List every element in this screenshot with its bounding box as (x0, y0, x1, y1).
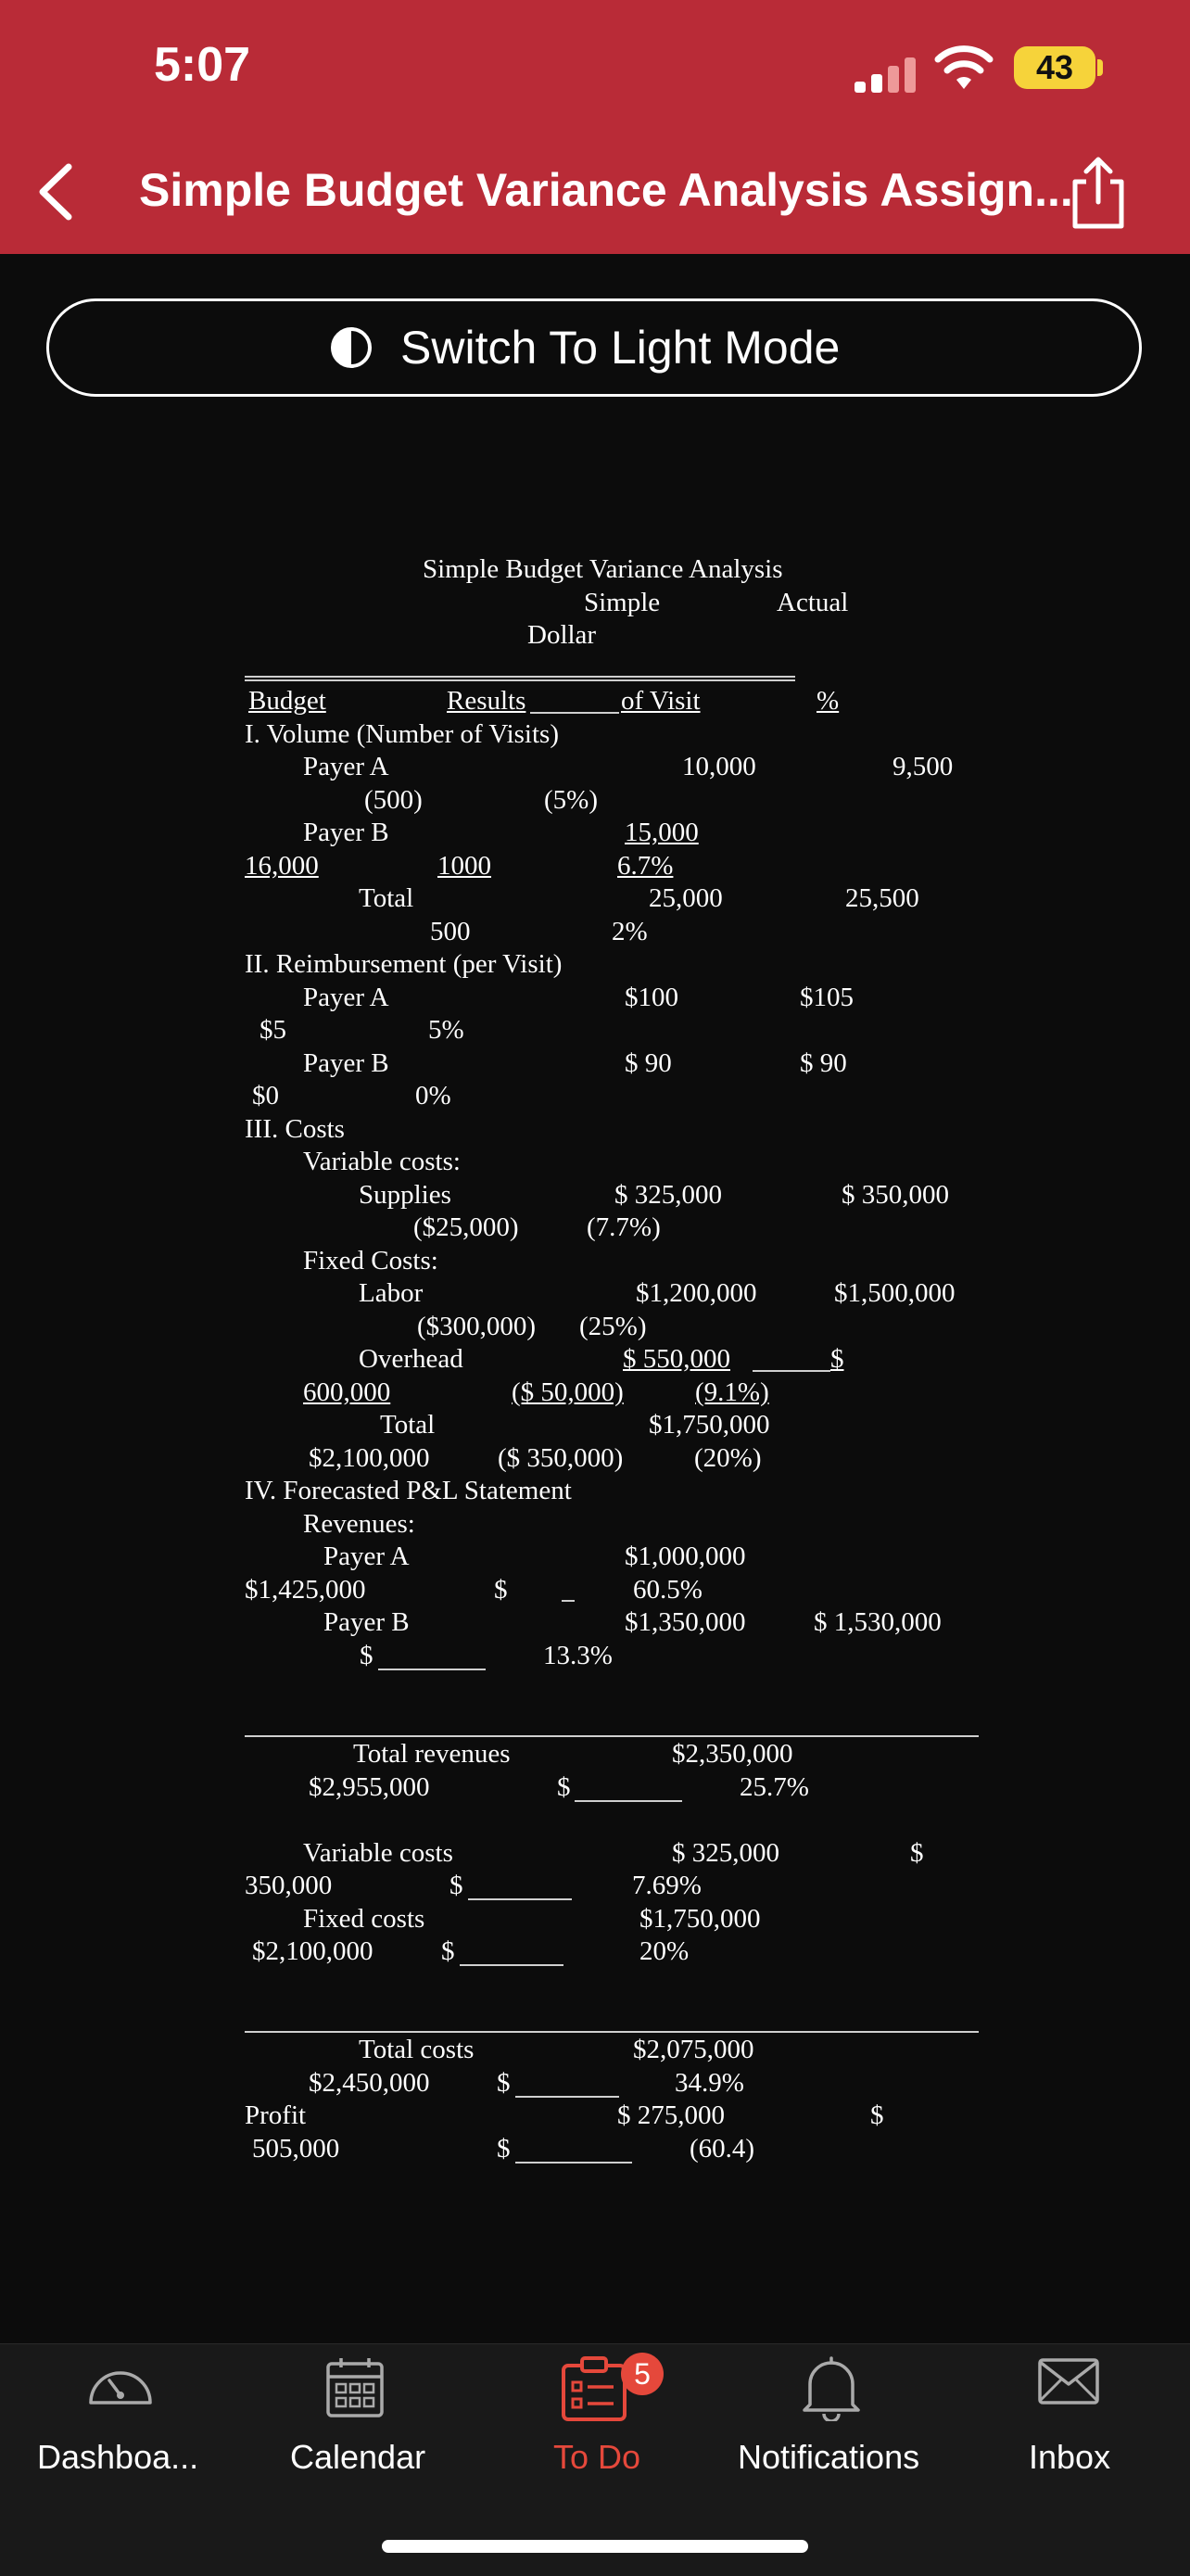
row-label: Revenues: (303, 1509, 415, 1539)
cell: 10,000 (682, 752, 756, 781)
contrast-icon (330, 326, 373, 369)
row-label: Payer B (323, 1607, 410, 1637)
cell: $ 325,000 (672, 1838, 779, 1868)
row-label: Fixed costs (303, 1904, 425, 1934)
row-label: Payer A (303, 752, 389, 781)
cell: ($300,000) (417, 1312, 537, 1341)
section-volume: I. Volume (Number of Visits) (245, 719, 559, 749)
cell: 9,500 (892, 752, 954, 781)
cell: 25,000 (649, 883, 723, 913)
cell: 500 (430, 917, 471, 946)
cell: $ (441, 1936, 455, 1966)
section-reimbursement: II. Reimbursement (per Visit) (245, 949, 563, 979)
inbox-icon (1036, 2354, 1101, 2406)
cell: $100 (625, 983, 678, 1012)
cell: (7.7%) (587, 1212, 661, 1242)
cell: 0% (415, 1081, 451, 1110)
cell: $1,000,000 (625, 1542, 746, 1571)
header-rule-2 (245, 679, 795, 681)
cell: $ 90 (625, 1048, 672, 1078)
cell: $ (497, 2134, 511, 2164)
tab-label-dashboard: Dashboa... (37, 2438, 199, 2476)
section-rule (245, 2031, 979, 2033)
cell: 7.69% (632, 1871, 702, 1900)
cell: $ 275,000 (617, 2100, 725, 2130)
cell: ($ 50,000) (512, 1377, 624, 1407)
cell: 13.3% (543, 1641, 613, 1670)
cell: $ (910, 1838, 924, 1868)
cell: 25,500 (845, 883, 919, 913)
row-label: Total (359, 883, 414, 913)
cell: $2,100,000 (252, 1936, 373, 1966)
blank-line (562, 1600, 575, 1602)
cell: $2,075,000 (633, 2035, 754, 2064)
doc-header-actual: Actual (777, 588, 849, 617)
cell: (9.1%) (695, 1377, 769, 1407)
col-of-visit: of Visit (621, 686, 701, 716)
row-label: Fixed Costs: (303, 1246, 438, 1275)
cell: $ 325,000 (614, 1180, 722, 1210)
row-label: Variable costs (303, 1838, 453, 1868)
cell: $1,500,000 (834, 1278, 956, 1308)
tab-label-notifications: Notifications (738, 2438, 920, 2476)
todo-count-badge: 5 (621, 2353, 664, 2395)
doc-header-simple: Simple (584, 588, 661, 617)
row-label: Overhead (359, 1344, 463, 1374)
cell: $2,350,000 (672, 1739, 793, 1769)
cellular-signal-icon (855, 56, 921, 93)
row-label: Variable costs: (303, 1147, 461, 1176)
header-rule (245, 676, 795, 678)
row-label: Payer A (303, 983, 389, 1012)
bell-icon (799, 2354, 864, 2421)
cell: (25%) (579, 1312, 647, 1341)
section-pl-statement: IV. Forecasted P&L Statement (245, 1476, 572, 1505)
wifi-icon (934, 44, 994, 93)
cell: $1,425,000 (245, 1575, 366, 1605)
doc-header-dollar: Dollar (527, 620, 597, 650)
cell: 350,000 (245, 1871, 333, 1900)
cell: 25.7% (740, 1772, 809, 1802)
cell: $ 550,000 (623, 1344, 730, 1374)
cell: $ (494, 1575, 508, 1605)
col-underline (530, 712, 619, 714)
blank-line (515, 2162, 632, 2164)
cell: ($25,000) (413, 1212, 519, 1242)
cell: (500) (364, 785, 423, 815)
cell: $1,750,000 (649, 1410, 770, 1440)
row-label: Payer B (303, 1048, 389, 1078)
back-chevron-icon[interactable] (28, 150, 83, 234)
cell: $ (830, 1344, 844, 1374)
row-label: Profit (245, 2100, 307, 2130)
cell: (60.4) (690, 2134, 755, 2164)
battery-tip (1097, 59, 1103, 76)
cell: $ (360, 1641, 373, 1670)
cell: $0 (252, 1081, 279, 1110)
cell: $5 (260, 1015, 286, 1045)
cell: 16,000 (245, 851, 319, 881)
col-budget: Budget (248, 686, 326, 716)
col-results: Results (447, 686, 526, 716)
cell: (20%) (694, 1443, 762, 1473)
row-label: Labor (359, 1278, 424, 1308)
cell: $ (870, 2100, 884, 2130)
cell: $2,955,000 (309, 1772, 430, 1802)
blank-line (515, 2096, 619, 2098)
dashboard-icon (83, 2354, 158, 2416)
cell: 5% (428, 1015, 464, 1045)
cell: 2% (612, 917, 648, 946)
col-percent: % (817, 686, 840, 716)
doc-title: Simple Budget Variance Analysis (423, 554, 783, 584)
cell: $ (449, 1871, 463, 1900)
tab-label-todo: To Do (553, 2438, 641, 2476)
row-label: Total (380, 1410, 436, 1440)
cell: 6.7% (617, 851, 674, 881)
share-icon[interactable] (1066, 154, 1131, 232)
status-time: 5:07 (154, 38, 251, 92)
switch-mode-label: Switch To Light Mode (400, 322, 841, 374)
cell: $105 (800, 983, 854, 1012)
row-label: Total costs (359, 2035, 475, 2064)
cell: $2,450,000 (309, 2068, 430, 2098)
calendar-icon (324, 2354, 386, 2419)
row-label: Supplies (359, 1180, 451, 1210)
row-label: Payer B (303, 818, 389, 847)
cell: ($ 350,000) (498, 1443, 624, 1473)
cell-underline (753, 1370, 830, 1372)
home-indicator[interactable] (382, 2540, 808, 2553)
section-costs: III. Costs (245, 1114, 345, 1144)
blank-line (460, 1964, 563, 1966)
cell: 1000 (437, 851, 491, 881)
section-rule (245, 1735, 979, 1737)
cell: $ (557, 1772, 571, 1802)
battery-indicator: 43 (1014, 46, 1095, 89)
cell: 15,000 (625, 818, 699, 847)
todo-icon (560, 2354, 628, 2423)
cell: 34.9% (675, 2068, 744, 2098)
page-title: Simple Budget Variance Analysis Assign... (139, 164, 1073, 216)
assignment-document (0, 519, 1190, 2188)
cell: $ 90 (800, 1048, 847, 1078)
cell: 20% (639, 1936, 690, 1966)
blank-line (378, 1669, 486, 1670)
cell: 600,000 (303, 1377, 391, 1407)
cell: $ (497, 2068, 511, 2098)
cell: $ 1,530,000 (814, 1607, 942, 1637)
blank-line (575, 1800, 682, 1802)
cell: 505,000 (252, 2134, 340, 2164)
row-label: Payer A (323, 1542, 410, 1571)
cell: 60.5% (633, 1575, 703, 1605)
blank-line (468, 1898, 572, 1900)
row-label: Total revenues (353, 1739, 511, 1769)
cell: $ 350,000 (842, 1180, 949, 1210)
cell: $2,100,000 (309, 1443, 430, 1473)
cell: (5%) (544, 785, 598, 815)
cell: $1,750,000 (639, 1904, 761, 1934)
tab-label-calendar: Calendar (290, 2438, 426, 2476)
cell: $1,350,000 (625, 1607, 746, 1637)
tab-label-inbox: Inbox (1029, 2438, 1111, 2476)
cell: $1,200,000 (636, 1278, 757, 1308)
